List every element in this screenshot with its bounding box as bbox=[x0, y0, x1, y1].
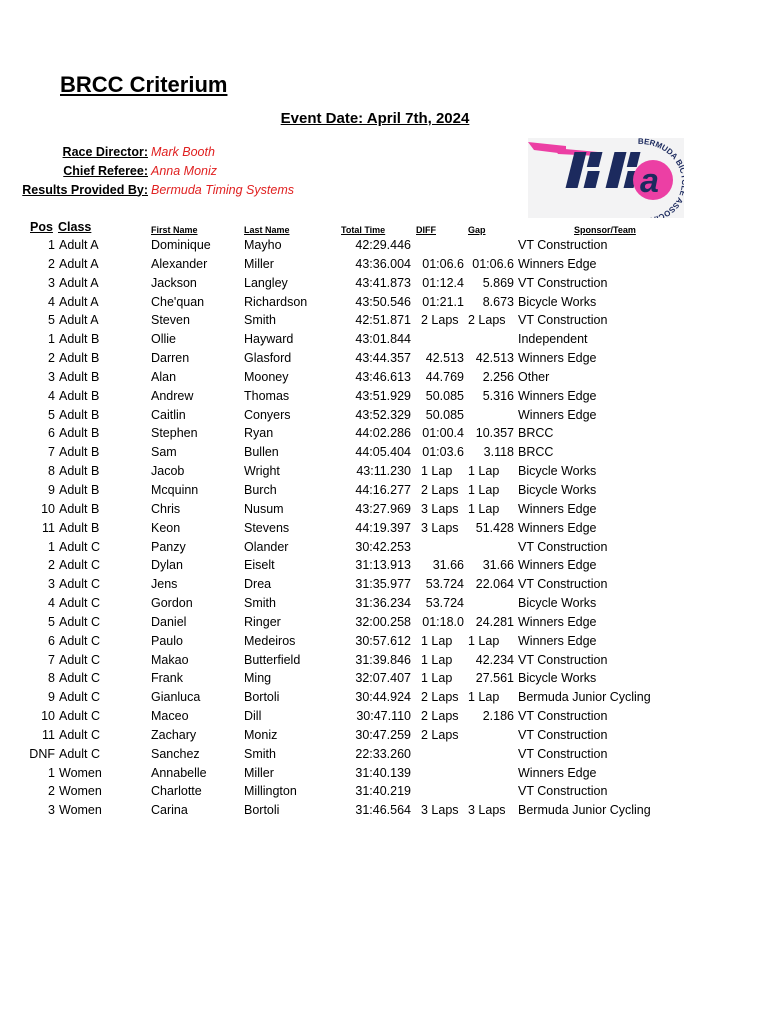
class-cell: Women bbox=[59, 803, 102, 818]
header-pos: Pos bbox=[30, 220, 53, 234]
sponsor-cell: Winners Edge bbox=[518, 558, 597, 573]
sponsor-cell: Winners Edge bbox=[518, 388, 597, 403]
first-name-cell: Mcquinn bbox=[151, 482, 199, 497]
last-name-cell: Moniz bbox=[244, 727, 278, 742]
event-date: Event Date: April 7th, 2024 bbox=[280, 110, 470, 127]
total-time-cell: 43:51.929 bbox=[355, 388, 411, 403]
race-director-label: Race Director: bbox=[62, 144, 148, 159]
logo-ring-text: BERMUDA B ASSOC bbox=[637, 138, 684, 218]
class-cell: Adult B bbox=[59, 332, 100, 347]
first-name-cell: Jacob bbox=[151, 464, 185, 479]
first-name-cell: Daniel bbox=[151, 614, 187, 629]
last-name-cell: Millington bbox=[244, 784, 297, 799]
diff-cell: 1 Lap bbox=[421, 633, 453, 648]
class-cell: Adult B bbox=[59, 407, 100, 422]
results-provider-row bbox=[20, 180, 294, 199]
last-name-cell: Glasford bbox=[244, 351, 292, 366]
first-name-cell: Jens bbox=[151, 577, 178, 592]
diff-cell: 01:21.1 bbox=[422, 294, 464, 309]
pos-cell: 1 bbox=[48, 238, 55, 252]
class-cell: Women bbox=[59, 784, 102, 799]
officials-block bbox=[20, 142, 294, 199]
last-name-cell: Bortoli bbox=[244, 690, 280, 705]
sponsor-cell: VT Construction bbox=[518, 238, 608, 252]
first-name-cell: Alan bbox=[151, 369, 177, 384]
pos-cell: 3 bbox=[48, 803, 55, 818]
gap-cell: 1 Lap bbox=[468, 633, 500, 648]
chief-referee-label: Chief Referee: bbox=[63, 163, 148, 178]
class-cell: Adult C bbox=[59, 633, 100, 648]
last-name-cell: Eiselt bbox=[244, 558, 275, 573]
sponsor-cell: VT Construction bbox=[518, 709, 608, 724]
diff-cell: 3 Laps bbox=[421, 501, 459, 516]
first-name-cell: Sam bbox=[151, 445, 177, 460]
last-name-cell: Smith bbox=[244, 313, 276, 328]
total-time-cell: 44:16.277 bbox=[355, 482, 411, 497]
diff-cell: 01:03.6 bbox=[422, 445, 464, 460]
sponsor-cell: VT Construction bbox=[518, 652, 608, 667]
last-name-cell: Langley bbox=[244, 275, 288, 290]
last-name-cell: Burch bbox=[244, 482, 277, 497]
gap-cell: 01:06.6 bbox=[472, 256, 514, 271]
logo-letters bbox=[566, 152, 641, 188]
first-name-cell: Dylan bbox=[151, 558, 183, 573]
sponsor-cell: Bicycle Works bbox=[518, 482, 597, 497]
sponsor-cell: Bermuda Junior Cycling bbox=[518, 803, 651, 818]
first-name-cell: Gianluca bbox=[151, 690, 201, 705]
pos-cell: 8 bbox=[48, 464, 55, 479]
pos-cell: DNF bbox=[29, 746, 55, 761]
total-time-cell: 30:44.924 bbox=[355, 690, 411, 705]
last-name-cell: Ryan bbox=[244, 426, 274, 441]
first-name-cell: Frank bbox=[151, 671, 183, 686]
pos-cell: 8 bbox=[48, 671, 55, 686]
first-name-cell: Keon bbox=[151, 520, 181, 535]
last-name-cell: Drea bbox=[244, 577, 272, 592]
last-name-cell: Miller bbox=[244, 765, 274, 780]
sponsor-cell: Winners Edge bbox=[518, 520, 597, 535]
sponsor-cell: Winners Edge bbox=[518, 614, 597, 629]
diff-cell: 2 Laps bbox=[421, 313, 459, 328]
pos-cell: 3 bbox=[48, 275, 55, 290]
diff-cell: 3 Laps bbox=[421, 803, 459, 818]
first-name-cell: Gordon bbox=[151, 596, 193, 611]
pos-cell: 1 bbox=[48, 539, 55, 554]
class-cell: Adult B bbox=[59, 445, 100, 460]
page-title: BRCC Criterium bbox=[60, 72, 228, 97]
first-name-cell: Makao bbox=[151, 652, 189, 667]
class-cell: Adult A bbox=[59, 313, 99, 328]
gap-cell: 3.118 bbox=[483, 445, 514, 460]
sponsor-cell: VT Construction bbox=[518, 275, 608, 290]
gap-cell: 42.513 bbox=[475, 351, 514, 366]
class-cell: Adult B bbox=[59, 482, 100, 497]
diff-cell: 53.724 bbox=[425, 577, 464, 592]
last-name-cell: Mooney bbox=[244, 369, 289, 384]
pos-cell: 1 bbox=[48, 765, 55, 780]
first-name-cell: Sanchez bbox=[151, 746, 200, 761]
last-name-cell: Olander bbox=[244, 539, 289, 554]
total-time-cell: 43:36.004 bbox=[355, 256, 411, 271]
pos-cell: 6 bbox=[48, 633, 55, 648]
last-name-cell: Miller bbox=[244, 256, 274, 271]
class-cell: Adult C bbox=[59, 614, 100, 629]
last-name-cell: Smith bbox=[244, 746, 276, 761]
sponsor-cell: Bicycle Works bbox=[518, 596, 597, 611]
first-name-cell: Dominique bbox=[151, 238, 211, 252]
logo-letter-a: a bbox=[640, 162, 659, 200]
class-cell: Adult A bbox=[59, 275, 99, 290]
pos-cell: 2 bbox=[48, 256, 55, 271]
pos-cell: 6 bbox=[48, 426, 55, 441]
bba-logo-graphic bbox=[528, 138, 684, 218]
total-time-cell: 43:11.230 bbox=[356, 464, 411, 479]
sponsor-cell: Bicycle Works bbox=[518, 464, 597, 479]
header-gap: Gap bbox=[468, 225, 486, 235]
class-cell: Adult C bbox=[59, 539, 100, 554]
gap-cell: 10.357 bbox=[475, 426, 514, 441]
first-name-cell: Andrew bbox=[151, 388, 194, 403]
last-name-cell: Butterfield bbox=[244, 652, 301, 667]
diff-cell: 50.085 bbox=[425, 407, 464, 422]
total-time-cell: 30:47.259 bbox=[355, 727, 411, 742]
pos-cell: 9 bbox=[48, 690, 55, 705]
class-cell: Adult C bbox=[59, 596, 100, 611]
total-time-cell: 43:46.613 bbox=[355, 369, 411, 384]
pos-cell: 4 bbox=[48, 596, 55, 611]
class-cell: Adult B bbox=[59, 464, 100, 479]
class-cell: Adult A bbox=[59, 238, 99, 252]
total-time-cell: 43:41.873 bbox=[355, 275, 411, 290]
gap-cell: 22.064 bbox=[475, 577, 514, 592]
last-name-cell: Conyers bbox=[244, 407, 291, 422]
pos-cell: 2 bbox=[48, 351, 55, 366]
sponsor-cell: Bicycle Works bbox=[518, 294, 597, 309]
class-cell: Adult C bbox=[59, 727, 100, 742]
sponsor-cell: Bicycle Works bbox=[518, 671, 597, 686]
diff-cell: 1 Lap bbox=[421, 464, 453, 479]
last-name-cell: Wright bbox=[244, 464, 280, 479]
gap-cell: 31.66 bbox=[482, 558, 514, 573]
pos-cell: 5 bbox=[48, 407, 55, 422]
first-name-cell: Stephen bbox=[151, 426, 198, 441]
diff-cell: 01:18.0 bbox=[422, 614, 464, 629]
sponsor-cell: Winners Edge bbox=[518, 633, 597, 648]
class-cell: Adult C bbox=[59, 690, 100, 705]
total-time-cell: 31:40.219 bbox=[355, 784, 411, 799]
sponsor-cell: VT Construction bbox=[518, 539, 608, 554]
header-class: Class bbox=[58, 220, 92, 234]
header-total-time: Total Time bbox=[341, 225, 386, 235]
gap-cell: 2.256 bbox=[482, 369, 514, 384]
first-name-cell: Annabelle bbox=[151, 765, 207, 780]
gap-cell: 8.673 bbox=[482, 294, 514, 309]
diff-cell: 50.085 bbox=[425, 388, 464, 403]
header-first-name: First Name bbox=[151, 225, 198, 235]
first-name-cell: Carina bbox=[151, 803, 188, 818]
first-name-cell: Charlotte bbox=[151, 784, 202, 799]
race-director-row bbox=[20, 142, 294, 161]
gap-cell: 5.316 bbox=[482, 388, 514, 403]
diff-cell: 2 Laps bbox=[421, 482, 459, 497]
first-name-cell: Che'quan bbox=[151, 294, 205, 309]
class-cell: Women bbox=[59, 765, 102, 780]
last-name-cell: Bullen bbox=[244, 445, 279, 460]
class-cell: Adult C bbox=[59, 558, 100, 573]
gap-cell: 5.869 bbox=[482, 275, 514, 290]
pos-cell: 9 bbox=[48, 482, 55, 497]
class-cell: Adult A bbox=[59, 256, 99, 271]
total-time-cell: 43:44.357 bbox=[355, 351, 411, 366]
first-name-cell: Jackson bbox=[151, 275, 197, 290]
header-sponsor: Sponsor/Team bbox=[574, 225, 636, 235]
chief-referee-row bbox=[20, 161, 294, 180]
total-time-cell: 43:50.546 bbox=[355, 294, 411, 309]
gap-cell: 51.428 bbox=[475, 520, 514, 535]
gap-cell: 27.561 bbox=[475, 671, 514, 686]
total-time-cell: 31:13.913 bbox=[355, 558, 411, 573]
total-time-cell: 31:39.846 bbox=[355, 652, 411, 667]
last-name-cell: Ringer bbox=[244, 614, 281, 629]
pos-cell: 2 bbox=[48, 784, 55, 799]
pos-cell: 1 bbox=[48, 332, 55, 347]
class-cell: Adult C bbox=[59, 577, 100, 592]
gap-cell: 1 Lap bbox=[468, 501, 500, 516]
sponsor-cell: VT Construction bbox=[518, 313, 608, 328]
pos-cell: 5 bbox=[48, 313, 55, 328]
class-cell: Adult C bbox=[59, 671, 100, 686]
last-name-cell: Medeiros bbox=[244, 633, 296, 648]
class-cell: Adult C bbox=[59, 746, 100, 761]
sponsor-cell: Independent bbox=[518, 332, 588, 347]
diff-cell: 2 Laps bbox=[421, 727, 459, 742]
chief-referee-value: Anna Moniz bbox=[151, 163, 218, 178]
total-time-cell: 44:02.286 bbox=[355, 426, 411, 441]
sponsor-cell: Winners Edge bbox=[518, 351, 597, 366]
class-cell: Adult B bbox=[59, 351, 100, 366]
last-name-cell: Thomas bbox=[244, 388, 290, 403]
diff-cell: 1 Lap bbox=[421, 652, 453, 667]
sponsor-cell: Winners Edge bbox=[518, 765, 597, 780]
last-name-cell: Hayward bbox=[244, 332, 294, 347]
pos-cell: 7 bbox=[48, 652, 55, 667]
first-name-cell: Alexander bbox=[151, 256, 208, 271]
first-name-cell: Darren bbox=[151, 351, 190, 366]
total-time-cell: 31:35.977 bbox=[355, 577, 411, 592]
total-time-cell: 42:29.446 bbox=[355, 238, 411, 252]
pos-cell: 5 bbox=[48, 614, 55, 629]
gap-cell: 2.186 bbox=[482, 709, 514, 724]
gap-cell: 1 Lap bbox=[468, 482, 500, 497]
sponsor-cell: BRCC bbox=[518, 445, 554, 460]
results-provider-value: Bermuda Timing Systems bbox=[151, 182, 294, 197]
gap-cell: 1 Lap bbox=[468, 690, 500, 705]
first-name-cell: Ollie bbox=[151, 332, 177, 347]
pos-cell: 2 bbox=[48, 558, 55, 573]
total-time-cell: 30:42.253 bbox=[355, 539, 411, 554]
last-name-cell: Mayho bbox=[244, 238, 282, 252]
header-diff: DIFF bbox=[416, 225, 436, 235]
diff-cell: 2 Laps bbox=[421, 690, 459, 705]
sponsor-cell: BRCC bbox=[518, 426, 554, 441]
sponsor-cell: VT Construction bbox=[518, 746, 608, 761]
total-time-cell: 43:52.329 bbox=[355, 407, 411, 422]
gap-cell: 2 Laps bbox=[468, 313, 506, 328]
total-time-cell: 42:51.871 bbox=[355, 313, 411, 328]
first-name-cell: Maceo bbox=[151, 709, 189, 724]
sponsor-cell: Winners Edge bbox=[518, 501, 597, 516]
last-name-cell: Ming bbox=[244, 671, 272, 686]
total-time-cell: 32:07.407 bbox=[355, 671, 411, 686]
class-cell: Adult B bbox=[59, 426, 100, 441]
last-name-cell: Stevens bbox=[244, 520, 290, 535]
diff-cell: 31.66 bbox=[432, 558, 464, 573]
first-name-cell: Caitlin bbox=[151, 407, 186, 422]
gap-cell: 24.281 bbox=[475, 614, 514, 629]
diff-cell: 53.724 bbox=[425, 596, 464, 611]
pos-cell: 10 bbox=[41, 501, 55, 516]
total-time-cell: 31:36.234 bbox=[355, 596, 411, 611]
first-name-cell: Paulo bbox=[151, 633, 183, 648]
total-time-cell: 22:33.260 bbox=[355, 746, 411, 761]
gap-cell: 1 Lap bbox=[468, 464, 500, 479]
diff-cell: 2 Laps bbox=[421, 709, 459, 724]
sponsor-cell: Winners Edge bbox=[518, 256, 597, 271]
sponsor-cell: VT Construction bbox=[518, 727, 608, 742]
pos-cell: 10 bbox=[41, 709, 55, 724]
class-cell: Adult B bbox=[59, 369, 100, 384]
pos-cell: 3 bbox=[48, 577, 55, 592]
first-name-cell: Steven bbox=[151, 313, 190, 328]
diff-cell: 01:06.6 bbox=[422, 256, 464, 271]
diff-cell: 3 Laps bbox=[421, 520, 459, 535]
last-name-cell: Bortoli bbox=[244, 803, 280, 818]
results-provider-label: Results Provided By: bbox=[22, 182, 148, 197]
first-name-cell: Chris bbox=[151, 501, 181, 516]
total-time-cell: 43:27.969 bbox=[355, 501, 411, 516]
first-name-cell: Panzy bbox=[151, 539, 186, 554]
header-last-name: Last Name bbox=[244, 225, 290, 235]
total-time-cell: 44:19.397 bbox=[355, 520, 411, 535]
diff-cell: 01:00.4 bbox=[422, 426, 464, 441]
diff-cell: 1 Lap bbox=[421, 671, 453, 686]
pos-cell: 11 bbox=[42, 727, 55, 742]
total-time-cell: 32:00.258 bbox=[355, 614, 411, 629]
last-name-cell: Smith bbox=[244, 596, 276, 611]
sponsor-cell: Bermuda Junior Cycling bbox=[518, 690, 651, 705]
pos-cell: 11 bbox=[42, 520, 55, 535]
diff-cell: 42.513 bbox=[425, 351, 464, 366]
class-cell: Adult C bbox=[59, 652, 100, 667]
sponsor-cell: Winners Edge bbox=[518, 407, 597, 422]
diff-cell: 44.769 bbox=[425, 369, 464, 384]
race-director-value: Mark Booth bbox=[151, 144, 215, 159]
class-cell: Adult B bbox=[59, 388, 100, 403]
class-cell: Adult B bbox=[59, 501, 100, 516]
total-time-cell: 44:05.404 bbox=[355, 445, 411, 460]
pos-cell: 4 bbox=[48, 294, 55, 309]
pos-cell: 4 bbox=[48, 388, 55, 403]
total-time-cell: 31:46.564 bbox=[355, 803, 411, 818]
total-time-cell: 30:47.110 bbox=[356, 709, 411, 724]
sponsor-cell: Other bbox=[518, 369, 550, 384]
total-time-cell: 43:01.844 bbox=[355, 332, 411, 347]
total-time-cell: 30:57.612 bbox=[355, 633, 411, 648]
class-cell: Adult C bbox=[59, 709, 100, 724]
first-name-cell: Zachary bbox=[151, 727, 197, 742]
last-name-cell: Dill bbox=[244, 709, 262, 724]
sponsor-cell: VT Construction bbox=[518, 577, 608, 592]
pos-cell: 7 bbox=[48, 445, 55, 460]
class-cell: Adult A bbox=[59, 294, 99, 309]
total-time-cell: 31:40.139 bbox=[355, 765, 411, 780]
sponsor-cell: VT Construction bbox=[518, 784, 608, 799]
last-name-cell: Nusum bbox=[244, 501, 284, 516]
pos-cell: 3 bbox=[48, 369, 55, 384]
bba-logo bbox=[528, 138, 684, 218]
gap-cell: 3 Laps bbox=[468, 803, 506, 818]
last-name-cell: Richardson bbox=[244, 294, 308, 309]
gap-cell: 42.234 bbox=[475, 652, 514, 667]
class-cell: Adult B bbox=[59, 520, 100, 535]
diff-cell: 01:12.4 bbox=[422, 275, 464, 290]
